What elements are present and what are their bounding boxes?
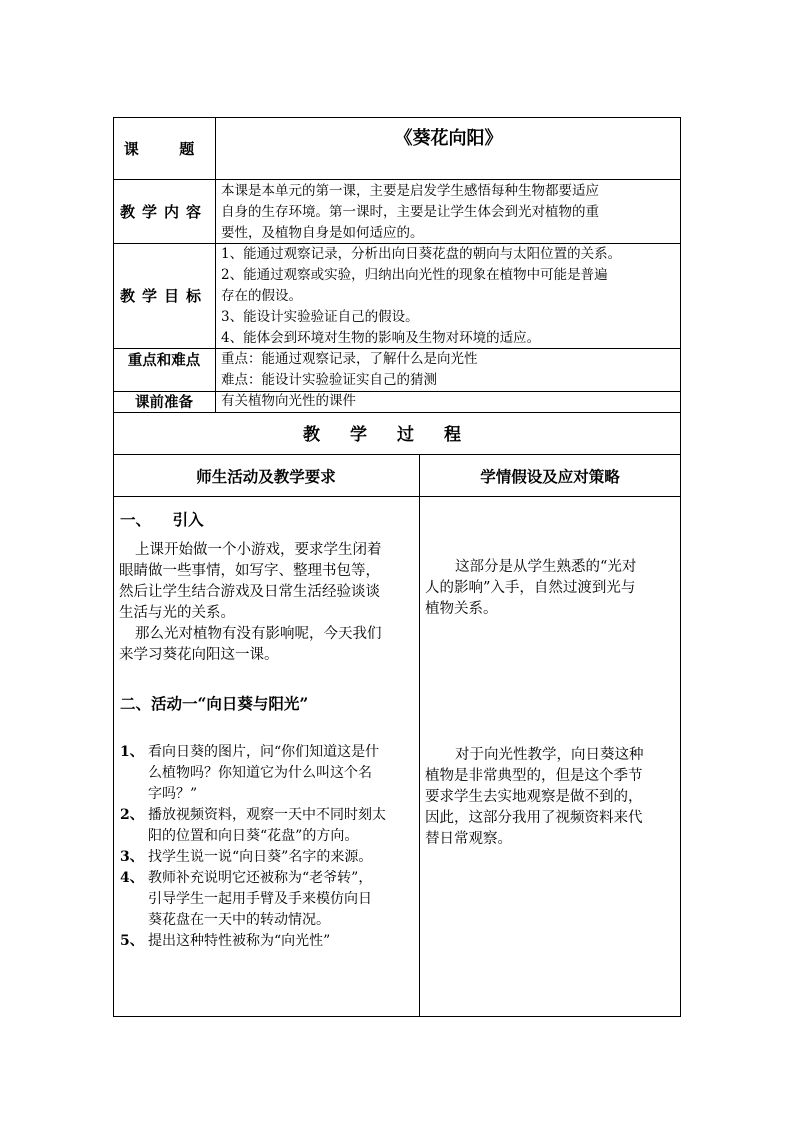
intro-line: 那么光对植物有没有影响呢，今天我们: [135, 626, 382, 642]
strategy-line: 植物关系。: [425, 601, 498, 617]
key-points-label: 重点和难点: [127, 351, 201, 369]
strategy-line: 这部分是从学生熟悉的“光对: [455, 559, 637, 575]
step-line: 提出这种特性被称为“向光性”: [148, 933, 331, 949]
intro-line: 来学习葵花向阳这一课。: [119, 647, 279, 663]
process-title: 教学过程: [303, 425, 491, 445]
step-line: 么植物吗？你知道它为什么叫这个名: [148, 765, 372, 781]
column-header-activities: 师生活动及教学要求: [196, 467, 336, 486]
strategy-line: 人的影响”入手，自然过渡到光与: [425, 580, 636, 596]
goal-line: 1、能通过观察记录，分析出向日葵花盘的朝向与太阳位置的关系。: [221, 246, 622, 262]
section-intro-title: 一、 引入: [120, 510, 204, 529]
content-line: 自身的生存环境。第一课时，主要是让学生体会到光对植物的重: [221, 204, 599, 220]
goal-line: 3、能设计实验验证自己的假设。: [221, 309, 419, 325]
prep-text: 有关植物向光性的课件: [221, 393, 356, 409]
strategy-line: 植物是非常典型的，但是这个季节: [425, 768, 643, 784]
column-header-strategies: 学情假设及应对策略: [480, 467, 620, 486]
step-number: 4、: [120, 870, 144, 886]
goal-line: 4、能体会到环境对生物的影响及生物对环境的适应。: [221, 330, 541, 346]
intro-line: 生活与光的关系。: [119, 605, 235, 621]
step-line: 播放视频资料，观察一天中不同时刻太: [148, 807, 386, 823]
step-line: 看向日葵的图片，问“你们知道这是什: [148, 744, 380, 760]
strategy-line: 因此，这部分我用了视频资料来代: [425, 810, 643, 826]
topic-label: 课 题: [123, 139, 205, 158]
step-line: 教师补充说明它还被称为“老爷转”，: [148, 870, 373, 886]
activity-step: [120, 847, 416, 868]
step-number: 1、: [120, 744, 144, 760]
step-line: 字吗？”: [148, 786, 198, 802]
content-line: 要性，及植物自身是如何适应的。: [221, 225, 424, 241]
process-column-divider: [419, 454, 420, 1017]
goal-label: 教学目标: [119, 287, 208, 305]
activity-step: [120, 742, 416, 805]
step-line: 阳的位置和向日葵“花盘”的方向。: [148, 828, 359, 844]
label-column-divider: [215, 117, 216, 412]
activity-step: [120, 868, 416, 931]
row-divider: [113, 454, 681, 455]
content-line: 本课是本单元的第一课，主要是启发学生感悟每种生物都要适应: [221, 183, 599, 199]
prep-label: 课前准备: [135, 394, 193, 411]
strategy-note-activity: [425, 745, 679, 850]
lesson-title: 《葵花向阳》: [394, 128, 503, 149]
step-number: 2、: [120, 807, 144, 823]
activity-step: [120, 805, 416, 847]
content-label: 教学内容: [119, 202, 208, 221]
strategy-note-intro: [425, 557, 679, 620]
goal-line: 存在的假设。: [221, 288, 302, 304]
step-line: 葵花盘在一天中的转动情况。: [148, 912, 330, 928]
intro-line: 眼睛做一些事情，如写字、整理书包等，: [119, 563, 380, 579]
step-line: 找学生说一说“向日葵”名字的来源。: [148, 849, 373, 865]
strategy-line: 要求学生去实地观察是做不到的，: [425, 789, 643, 805]
row-divider: [113, 412, 681, 413]
goal-line: 2、能通过观察或实验，归纳出向光性的现象在植物中可能是普遍: [221, 267, 608, 283]
step-number: 3、: [120, 849, 144, 865]
content-text: [221, 181, 679, 244]
intro-line: 然后让学生结合游戏及日常生活经验谈谈: [119, 584, 380, 600]
goal-text: [221, 244, 679, 349]
key-points-text: [221, 349, 679, 391]
strategy-line: 替日常观察。: [425, 831, 512, 847]
intro-paragraph: [119, 540, 417, 666]
step-number: 5、: [120, 933, 144, 949]
intro-line: 上课开始做一个小游戏，要求学生闭着: [135, 542, 382, 558]
row-divider: [113, 496, 681, 497]
step-line: 引导学生一起用手臂及手来模仿向日: [148, 891, 372, 907]
key-point-line: 重点：能通过观察记录，了解什么是向光性: [221, 351, 478, 367]
strategy-line: 对于向光性教学，向日葵这种: [455, 747, 644, 763]
section-activity-title: 二、活动一“向日葵与阳光”: [120, 694, 309, 713]
activity-step: [120, 931, 416, 952]
difficult-point-line: 难点：能设计实验验证实自己的猜测: [221, 372, 437, 388]
